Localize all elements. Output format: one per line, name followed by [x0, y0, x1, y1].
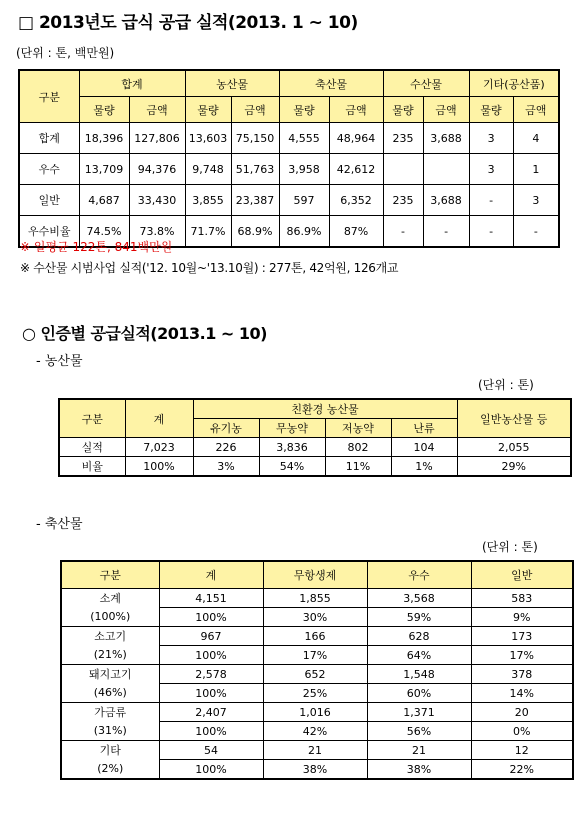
table-row — [19, 185, 559, 216]
eco-header: 유기농 — [193, 419, 259, 438]
table-cell: 3,568 — [367, 589, 471, 608]
table-cell: 1% — [391, 457, 457, 477]
table-cell: 2,407 — [159, 703, 263, 722]
sub-header: 금액 — [129, 97, 185, 123]
table-cell: 100% — [159, 722, 263, 741]
table-cell: 75,150 — [231, 123, 279, 154]
livestock-subtitle: - 축산물 — [36, 517, 83, 532]
table-cell: 17% — [471, 646, 573, 665]
table-row — [61, 646, 573, 665]
table-cell: 14% — [471, 684, 573, 703]
table-cell: 60% — [367, 684, 471, 703]
row-header: 구분 — [19, 70, 79, 123]
fishery-pilot-note: ※ 수산물 시범사업 실적('12. 10월~'13.10월) : 277톤, 42억원, 126개교 — [20, 261, 399, 275]
table-cell: 235 — [383, 123, 423, 154]
section2-title: ○ 인증별 공급실적(2013.1 ~ 10) — [22, 324, 267, 343]
sub-header: 금액 — [423, 97, 469, 123]
table-row — [61, 589, 573, 608]
table-cell: 2,055 — [457, 438, 571, 457]
row-label: 우수비율 — [19, 216, 79, 248]
table-cell: 71.7% — [185, 216, 231, 248]
table-cell: 4 — [513, 123, 559, 154]
row-label: 실적 — [59, 438, 125, 457]
table-cell: 967 — [159, 627, 263, 646]
table-cell: 11% — [325, 457, 391, 477]
eco-group-header: 친환경 농산물 — [193, 399, 457, 419]
livestock-unit: (단위 : 톤) — [482, 540, 538, 554]
table-cell: 100% — [159, 646, 263, 665]
table-cell: 42,612 — [329, 154, 383, 185]
row-label: 기타 — [61, 741, 159, 760]
table-row — [59, 438, 571, 457]
table-cell: 17% — [263, 646, 367, 665]
table-cell: 42% — [263, 722, 367, 741]
table-cell: 21 — [263, 741, 367, 760]
agri-general-header: 일반농산물 등 — [457, 399, 571, 438]
table-cell: 13,709 — [79, 154, 129, 185]
row-label: 소고기 — [61, 627, 159, 646]
table-cell: 173 — [471, 627, 573, 646]
table-cell: 74.5% — [79, 216, 129, 248]
table-cell: 38% — [367, 760, 471, 780]
table-cell: 54% — [259, 457, 325, 477]
group-header: 합계 — [79, 70, 185, 97]
row-label: 일반 — [19, 185, 79, 216]
row-label: 우수 — [19, 154, 79, 185]
table-cell: - — [423, 216, 469, 248]
table-cell: 100% — [125, 457, 193, 477]
table-cell: 597 — [279, 185, 329, 216]
group-header: 기타(공산품) — [469, 70, 559, 97]
table-cell: 6,352 — [329, 185, 383, 216]
table-cell: 13,603 — [185, 123, 231, 154]
agri-unit: (단위 : 톤) — [478, 378, 534, 392]
sub-header: 금액 — [329, 97, 383, 123]
table-cell: 48,964 — [329, 123, 383, 154]
table-cell: 4,687 — [79, 185, 129, 216]
sub-header: 금액 — [231, 97, 279, 123]
group-header: 축산물 — [279, 70, 383, 97]
group-header: 수산물 — [383, 70, 469, 97]
table-cell: 100% — [159, 760, 263, 780]
row-label: 돼지고기 — [61, 665, 159, 684]
agri-cert-table — [58, 398, 572, 477]
table-cell: 3 — [469, 154, 513, 185]
table-cell: 38% — [263, 760, 367, 780]
livestock-header: 무항생제 — [263, 561, 367, 589]
sub-header: 물량 — [279, 97, 329, 123]
table-cell: 3 — [513, 185, 559, 216]
section1-title: □ 2013년도 급식 공급 실적(2013. 1 ~ 10) — [18, 13, 358, 33]
table-cell: 3,855 — [185, 185, 231, 216]
row-share: (46%) — [61, 684, 159, 703]
row-label: 합계 — [19, 123, 79, 154]
table-cell: 59% — [367, 608, 471, 627]
table-cell: - — [383, 216, 423, 248]
table-cell: - — [513, 216, 559, 248]
table-cell: 94,376 — [129, 154, 185, 185]
table-row — [61, 703, 573, 722]
table-cell: 583 — [471, 589, 573, 608]
sub-header: 물량 — [79, 97, 129, 123]
table-row — [61, 608, 573, 627]
table-cell: 22% — [471, 760, 573, 780]
table-row — [61, 760, 573, 780]
table-cell: 23,387 — [231, 185, 279, 216]
table-cell: - — [469, 216, 513, 248]
table-cell: 226 — [193, 438, 259, 457]
table-cell: 628 — [367, 627, 471, 646]
row-share: (21%) — [61, 646, 159, 665]
table-cell: 1,016 — [263, 703, 367, 722]
table-row — [61, 741, 573, 760]
table-cell: 87% — [329, 216, 383, 248]
table-cell: 3 — [469, 123, 513, 154]
row-share: (100%) — [61, 608, 159, 627]
table-row — [19, 123, 559, 154]
table-cell: 56% — [367, 722, 471, 741]
row-label: 비율 — [59, 457, 125, 477]
table-cell: 1,855 — [263, 589, 367, 608]
table-cell: 21 — [367, 741, 471, 760]
table-cell: 1,548 — [367, 665, 471, 684]
table-cell — [423, 154, 469, 185]
row-label: 가금류 — [61, 703, 159, 722]
table-cell: 20 — [471, 703, 573, 722]
table-cell: 25% — [263, 684, 367, 703]
section1-unit: (단위 : 톤, 백만원) — [16, 46, 115, 60]
sub-header: 물량 — [383, 97, 423, 123]
livestock-header: 계 — [159, 561, 263, 589]
agri-subtitle: - 농산물 — [36, 354, 83, 369]
table-cell: 2,578 — [159, 665, 263, 684]
supply-summary-table — [18, 69, 560, 248]
table-cell: 127,806 — [129, 123, 185, 154]
table-cell: 4,555 — [279, 123, 329, 154]
table-cell: 652 — [263, 665, 367, 684]
table-cell: 51,763 — [231, 154, 279, 185]
table-cell: 100% — [159, 608, 263, 627]
table-cell: 0% — [471, 722, 573, 741]
table-cell: 3,958 — [279, 154, 329, 185]
table-cell: 9% — [471, 608, 573, 627]
agri-total-header: 계 — [125, 399, 193, 438]
livestock-header: 일반 — [471, 561, 573, 589]
table-row — [19, 154, 559, 185]
group-header: 농산물 — [185, 70, 279, 97]
table-cell: 64% — [367, 646, 471, 665]
table-cell: 4,151 — [159, 589, 263, 608]
eco-header: 난류 — [391, 419, 457, 438]
table-cell: 7,023 — [125, 438, 193, 457]
table-cell: 12 — [471, 741, 573, 760]
table-cell: 235 — [383, 185, 423, 216]
table-cell: 1,371 — [367, 703, 471, 722]
table-cell: 9,748 — [185, 154, 231, 185]
livestock-cert-table — [60, 560, 574, 780]
table-cell: 33,430 — [129, 185, 185, 216]
row-share: (2%) — [61, 760, 159, 780]
table-row — [61, 665, 573, 684]
table-cell: 29% — [457, 457, 571, 477]
livestock-header: 구분 — [61, 561, 159, 589]
daily-average-note: ※ 일평균 122톤, 841백만원 — [20, 240, 173, 254]
table-cell: 3,688 — [423, 185, 469, 216]
livestock-header: 우수 — [367, 561, 471, 589]
eco-header: 저농약 — [325, 419, 391, 438]
table-cell: 802 — [325, 438, 391, 457]
eco-header: 무농약 — [259, 419, 325, 438]
table-cell: 166 — [263, 627, 367, 646]
table-cell: 18,396 — [79, 123, 129, 154]
table-cell: 3% — [193, 457, 259, 477]
table-cell: 3,836 — [259, 438, 325, 457]
table-cell: 86.9% — [279, 216, 329, 248]
row-share: (31%) — [61, 722, 159, 741]
table-row — [61, 684, 573, 703]
table-cell: 30% — [263, 608, 367, 627]
sub-header: 물량 — [185, 97, 231, 123]
table-cell: 104 — [391, 438, 457, 457]
sub-header: 금액 — [513, 97, 559, 123]
table-row — [61, 722, 573, 741]
table-row — [61, 627, 573, 646]
table-cell — [383, 154, 423, 185]
sub-header: 물량 — [469, 97, 513, 123]
agri-label-header: 구분 — [59, 399, 125, 438]
table-cell: - — [469, 185, 513, 216]
table-cell: 73.8% — [129, 216, 185, 248]
table-cell: 1 — [513, 154, 559, 185]
table-cell: 3,688 — [423, 123, 469, 154]
table-cell: 378 — [471, 665, 573, 684]
table-cell: 54 — [159, 741, 263, 760]
table-cell: 68.9% — [231, 216, 279, 248]
table-cell: 100% — [159, 684, 263, 703]
row-label: 소계 — [61, 589, 159, 608]
table-row — [59, 457, 571, 477]
